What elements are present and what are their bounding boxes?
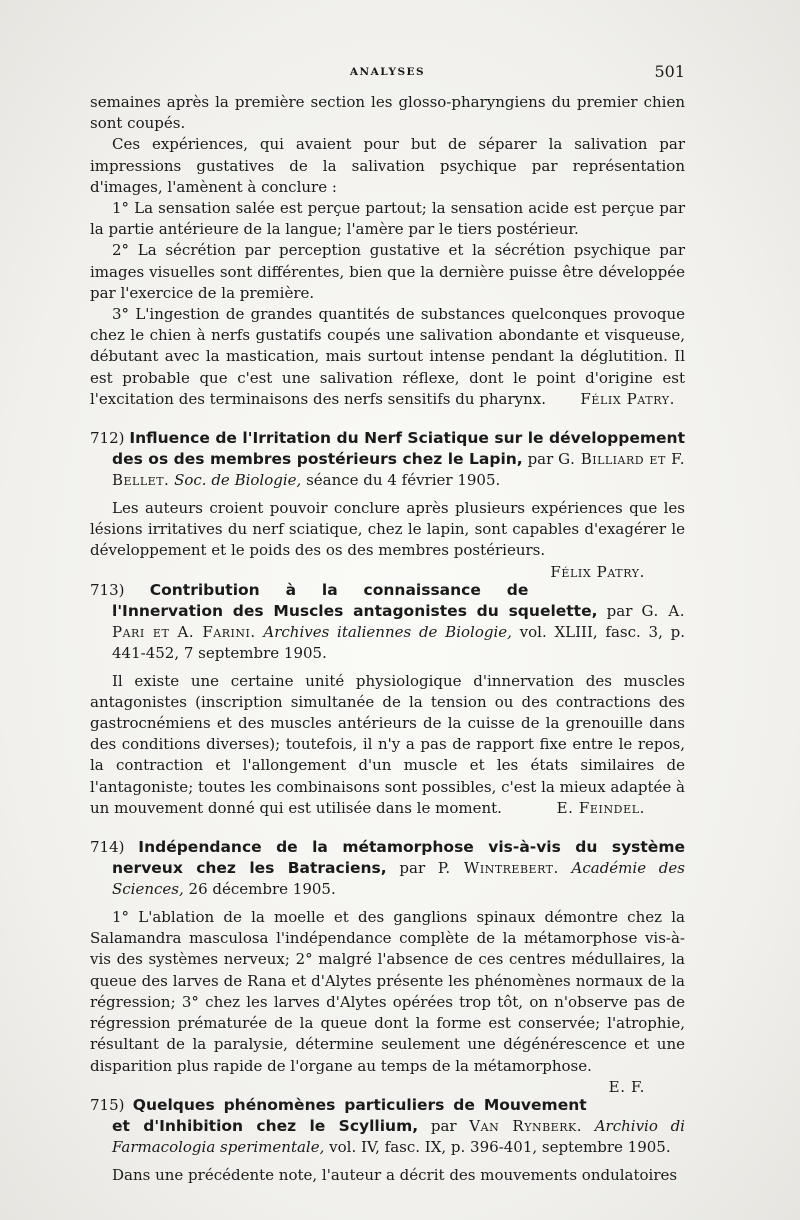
signature: E. F.: [608, 1077, 645, 1096]
entry-authors: Van Rynberk.: [469, 1116, 582, 1135]
signature: Félix Patry.: [580, 389, 675, 408]
entry-details: 26 décembre 1905.: [188, 880, 336, 899]
entry-title: Contribution à la connaissance de l'Innervation des Muscles antagonistes du squelette,: [112, 580, 598, 620]
conclusion-item: 1° La sensation salée est perçue partout; la sensation acide est perçue par la partie antérieure de la langue; l'amère par le tiers postérieur.: [90, 199, 685, 239]
entry-by: par: [606, 601, 633, 620]
entry-source: Archivio di Farmacologia sperimentale,: [112, 1116, 685, 1156]
entry-title: Indépendance de la métamorphose vis-à-vis du système nerveux chez les Batraciens,: [112, 838, 685, 878]
entry-body: Il existe une certaine unité physiologique d'innervation des muscles antagonistes (inscription simultanée de la tension ou des contractions des gastrocnémiens et des muscles antérieurs de la cuisse de la grenouille dans des conditions diverses); toutefois, il n'y a pas de rapport fixe entre le repos, la contraction et l'allongement d'un muscle et les états similaires de l'antagoniste; toutes les combinaisons sont possibles, c'est la mieux adaptée à un mouvement donné qui est utilisée dans le moment. E. Feindel.: [90, 671, 685, 819]
entry-title: Influence de l'Irritation du Nerf Sciatique sur le développement des os des membres postérieurs chez le Lapin,: [112, 429, 685, 469]
abstract-entry: [90, 1095, 685, 1186]
abstract-entry: [90, 580, 685, 819]
entry-authors: G. A. Pari et A. Farini.: [112, 601, 685, 641]
entry-heading: [90, 428, 685, 491]
entry-number: 712): [90, 429, 125, 448]
running-head: [90, 62, 685, 92]
entry-authors: P. Wintrebert.: [437, 859, 559, 878]
entry-by: par: [527, 450, 554, 469]
entry-body: Les auteurs croient pouvoir conclure après plusieurs expériences que les lésions irritatives du nerf sciatique, chez le lapin, sont capables d'exagérer le développement et le poids des os des membres postérieurs. Félix Patry.: [90, 498, 685, 562]
conclusion-item: 3° L'ingestion de grandes quantités de substances quelconques provoque chez le chien à nerfs gustatifs coupés une salivation abondante et visqueuse, débutant avec la mastication, mais surtout intense pendant la déglutition. Il est probable que c'est une salivation réflexe, dont le point d'origine est l'excitation des terminaisons des nerfs sensitifs du pharynx. Félix Patry.: [90, 304, 685, 410]
entry-source: Académie des Sciences,: [112, 859, 685, 899]
entry-number: 715): [90, 1095, 125, 1114]
page-number: 501: [654, 62, 685, 81]
entry-source: Soc. de Biologie,: [174, 471, 302, 490]
signature: Félix Patry.: [550, 562, 645, 581]
entry-details: séance du 4 février 1905.: [306, 471, 501, 490]
conclusion-item: 2° La sécrétion par perception gustative et la sécrétion psychique par images visuelles sont différentes, bien que la dernière puisse être développée par l'exercice de la première.: [90, 241, 685, 302]
entry-heading: [90, 580, 685, 664]
entry-heading: [90, 1095, 685, 1158]
entry-number: 713): [90, 580, 125, 599]
running-head-title: ANALYSES: [349, 66, 426, 78]
entry-body: 1° L'ablation de la moelle et des ganglions spinaux démontre chez la Salamandra masculosa l'indépendance complète de la métamorphose vis-à-vis des systèmes nerveux; 2° malgré l'absence de ces centres médullaires, la queue des larves de Rana et d'Alytes présente les phénomènes normaux de la régression; 3° chez les larves d'Alytes opérées trop tôt, on n'observe pas de régression prématurée de la queue dont la forme est conservée; l'atrophie, résultant de la paralysie, détermine seulement une dégénérescence et une disparition plus rapide de l'organe au temps de la métamorphose. E. F.: [90, 907, 685, 1077]
entry-title: Quelques phénomènes particuliers de Mouvement et d'Inhibition chez le Scyllium,: [112, 1095, 587, 1135]
entry-by: par: [430, 1116, 457, 1135]
entry-number: 714): [90, 838, 125, 857]
entry-by: par: [399, 859, 426, 878]
entry-details: vol. XLIII, fasc. 3, p. 441-452, 7 septembre 1905.: [112, 622, 685, 662]
signature: E. Feindel.: [556, 798, 645, 817]
carryover-paragraph: Ces expériences, qui avaient pour but de séparer la salivation par impressions gustatives de la salivation psychique par représentation d'images, l'amènent à conclure :: [90, 135, 685, 196]
entry-details: vol. IV, fasc. IX, p. 396-401, septembre 1905.: [329, 1137, 671, 1156]
entry-authors: G. Billiard et F. Bellet.: [112, 450, 685, 490]
abstract-entry: [90, 837, 685, 1096]
entry-source: Archives italiennes de Biologie,: [263, 622, 512, 641]
entry-heading: [90, 837, 685, 900]
abstract-entry: [90, 428, 685, 581]
entry-body: Dans une précédente note, l'auteur a décrit des mouvements ondulatoires: [112, 1165, 678, 1184]
carryover-paragraph: semaines après la première section les glosso-pharyngiens du premier chien sont coupés.: [90, 93, 685, 133]
